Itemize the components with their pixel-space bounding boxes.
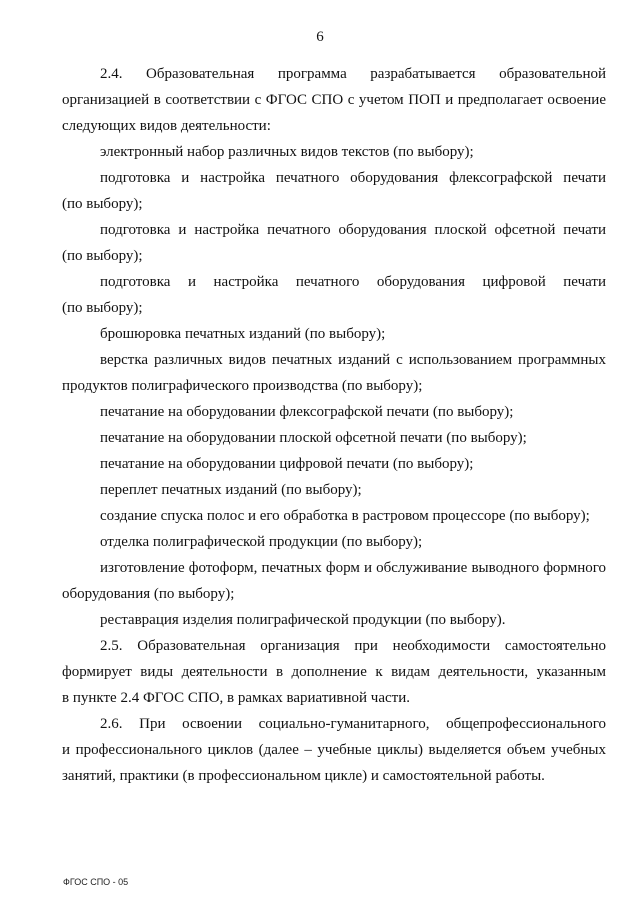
text-line: печатание на оборудовании флексографской печати (по выбору); [100,404,514,420]
text-line: переплет печатных изданий (по выбору); [100,482,362,498]
text-line: реставрация изделия полиграфической продукции (по выбору). [100,612,506,628]
text-line: занятий, практики (в профессиональном цикле) и самостоятельной работы. [62,768,545,784]
text-line: электронный набор различных видов текстов (по выбору); [100,144,474,160]
text-line: 2.5. Образовательная организация при необходимости самостоятельно [100,638,606,654]
text-line: оборудования (по выбору); [62,586,235,602]
text-line: (по выбору); [62,248,143,264]
text-line: отделка полиграфической продукции (по выбору); [100,534,423,550]
text-line: 2.6. При освоении социально-гуманитарного, общепрофессионального [100,716,606,732]
text-line: в пункте 2.4 ФГОС СПО, в рамках вариативной части. [62,690,410,706]
text-line: подготовка и настройка печатного оборудования цифровой печати [100,274,606,290]
text-line: формирует виды деятельности в дополнение к видам деятельности, указанным [62,664,606,680]
text-line: подготовка и настройка печатного оборудования плоской офсетной печати [100,222,606,238]
text-line: 2.4. Образовательная программа разрабатывается образовательной [100,66,606,82]
footer-code: ФГОС СПО - 05 [63,877,129,887]
text-line: и профессионального циклов (далее – учебные циклы) выделяется объем учебных [62,742,606,758]
text-line: печатание на оборудовании плоской офсетной печати (по выбору); [100,430,527,446]
text-line: подготовка и настройка печатного оборудования флексографской печати [100,170,606,186]
text-line: (по выбору); [62,196,143,212]
text-line: печатание на оборудовании цифровой печати (по выбору); [100,456,474,472]
text-line: изготовление фотоформ, печатных форм и обслуживание выводного формного [100,560,606,576]
text-line: создание спуска полос и его обработка в растровом процессоре (по выбору); [100,508,590,524]
text-line: организацией в соответствии с ФГОС СПО с учетом ПОП и предполагает освоение [62,92,606,108]
document-body [62,63,606,791]
text-line: следующих видов деятельности: [62,118,271,134]
text-line: брошюровка печатных изданий (по выбору); [100,326,386,342]
text-line: продуктов полиграфического производства (по выбору); [62,378,423,394]
text-line: (по выбору); [62,300,143,316]
page-number: 6 [316,29,324,45]
text-line: верстка различных видов печатных изданий с использованием программных [100,352,606,368]
